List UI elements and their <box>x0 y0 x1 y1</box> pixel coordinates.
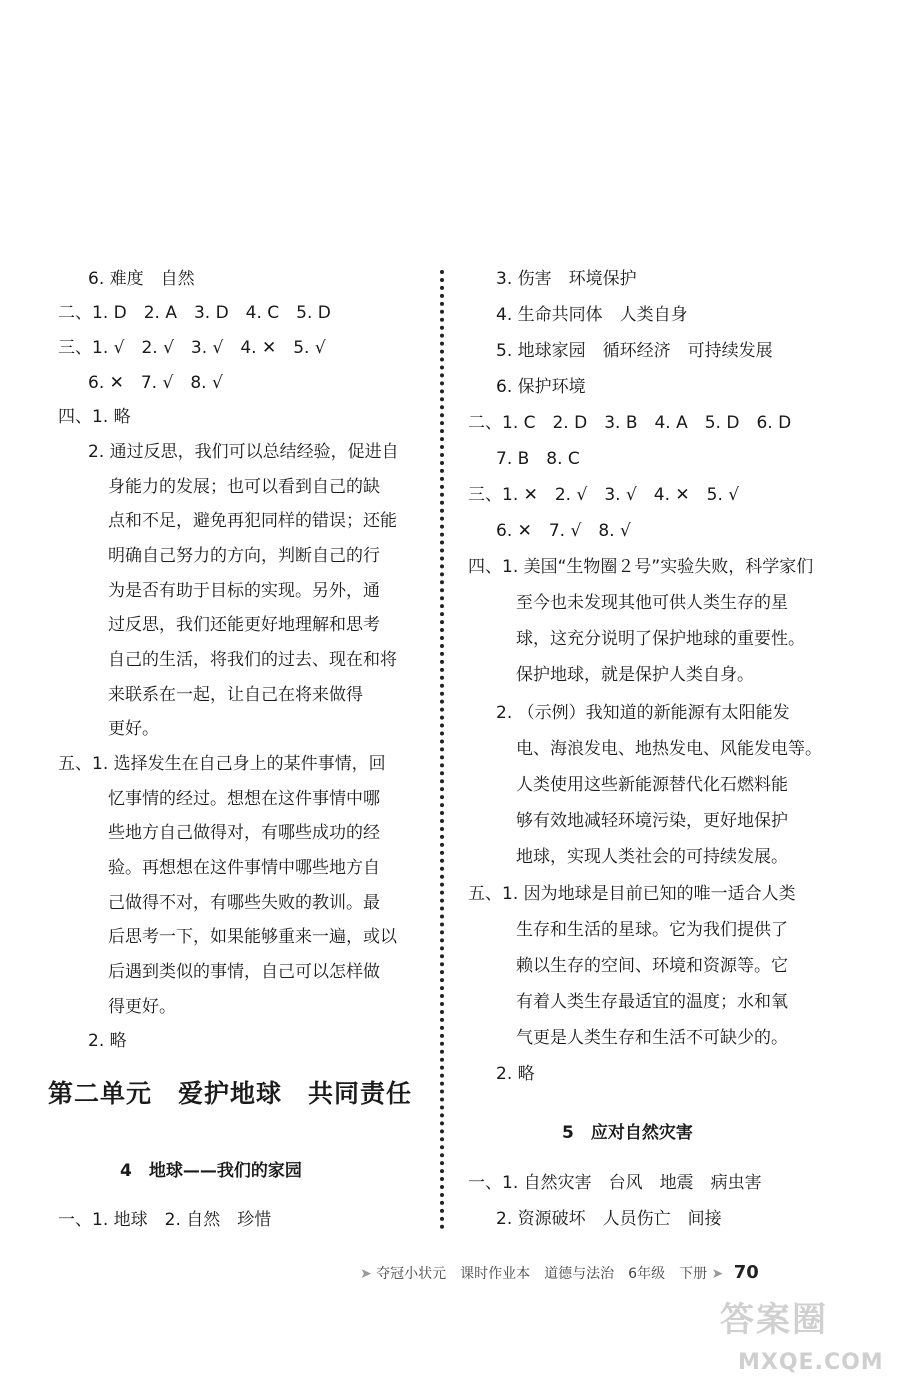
arrow-icon: ➤ <box>360 1266 372 1282</box>
answer-line: 6. 保护环境 <box>496 377 586 397</box>
answer-line: 二、1. D 2. A 3. D 4. C 5. D <box>58 303 331 323</box>
answer-line: 2. 通过反思，我们可以总结经验，促进自 <box>88 442 399 462</box>
answer-line: 五、1. 因为地球是目前已知的唯一适合人类 <box>468 884 796 904</box>
answer-line: 球，这充分说明了保护地球的重要性。 <box>516 629 805 649</box>
answer-line: 2. （示例）我知道的新能源有太阳能发 <box>496 703 790 723</box>
answer-line: 2. 略 <box>496 1064 535 1084</box>
answer-line: 些地方自己做得对，有哪些成功的经 <box>108 823 380 843</box>
answer-line: 五、1. 选择发生在自己身上的某件事情，回 <box>58 754 386 774</box>
answer-line: 地球，实现人类社会的可持续发展。 <box>516 847 788 867</box>
answer-line: 至今也未发现其他可供人类生存的星 <box>516 593 788 613</box>
column-divider <box>440 270 444 1230</box>
watermark-logo: 答案圈 <box>720 1300 828 1340</box>
unit-title: 第二单元 爱护地球 共同责任 <box>48 1079 413 1108</box>
answer-line: 2. 略 <box>88 1031 127 1051</box>
answer-line: 来联系在一起，让自己在将来做得 <box>108 685 363 705</box>
answer-line: 为是否有助于目标的实现。另外，通 <box>108 581 380 601</box>
answer-line: 气更是人类生存和生活不可缺少的。 <box>516 1028 788 1048</box>
answer-line: 有着人类生存最适宜的温度；水和氧 <box>516 992 788 1012</box>
answer-line: 6. ✕ 7. √ 8. √ <box>88 373 223 393</box>
answer-line: 6. ✕ 7. √ 8. √ <box>496 521 631 541</box>
answer-line: 5. 地球家园 循环经济 可持续发展 <box>496 341 773 361</box>
answer-line: 生存和生活的星球。它为我们提供了 <box>516 920 788 940</box>
arrow-icon: ➤ <box>711 1266 724 1282</box>
answer-line: 忆事情的经过。想想在这件事情中哪 <box>108 789 380 809</box>
answer-line: 2. 资源破坏 人员伤亡 间接 <box>496 1209 722 1229</box>
answer-line: 得更好。 <box>108 997 176 1017</box>
lesson-title: 4 地球——我们的家园 <box>120 1161 302 1181</box>
answer-line: 人类使用这些新能源替代化石燃料能 <box>516 775 788 795</box>
answer-line: 三、1. √ 2. √ 3. √ 4. ✕ 5. √ <box>58 338 326 358</box>
answer-line: 一、1. 自然灾害 台风 地震 病虫害 <box>468 1173 762 1193</box>
answer-line: 明确自己努力的方向，判断自己的行 <box>108 546 380 566</box>
answer-line: 验。再想想在这件事情中哪些地方自 <box>108 858 380 878</box>
page-footer <box>360 1262 759 1283</box>
answer-line: 过反思，我们还能更好地理解和思考 <box>108 615 380 635</box>
answer-line: 一、1. 地球 2. 自然 珍惜 <box>58 1210 272 1230</box>
answer-line: 后遇到类似的事情，自己可以怎样做 <box>108 962 380 982</box>
answer-line: 4. 生命共同体 人类自身 <box>496 305 688 325</box>
answer-line: 保护地球，就是保护人类自身。 <box>516 665 754 685</box>
answer-line: 够有效地减轻环境污染，更好地保护 <box>516 811 788 831</box>
answer-line: 己做得不对，有哪些失败的教训。最 <box>108 893 380 913</box>
answer-line: 更好。 <box>108 719 159 739</box>
lesson-title: 5 应对自然灾害 <box>562 1123 693 1143</box>
page-number: 70 <box>733 1262 759 1283</box>
answer-line: 自己的生活，将我们的过去、现在和将 <box>108 650 397 670</box>
answer-line: 三、1. ✕ 2. √ 3. √ 4. ✕ 5. √ <box>468 485 740 505</box>
answer-line: 3. 伤害 环境保护 <box>496 269 637 289</box>
answer-line: 后思考一下，如果能够重来一遍，或以 <box>108 927 397 947</box>
watermark-url: MXQE.COM <box>738 1350 884 1375</box>
answer-line: 赖以生存的空间、环境和资源等。它 <box>516 956 788 976</box>
answer-line: 二、1. C 2. D 3. B 4. A 5. D 6. D <box>468 413 792 433</box>
answer-line: 点和不足，避免再犯同样的错误；还能 <box>108 511 397 531</box>
answer-line: 四、1. 美国“生物圈２号”实验失败，科学家们 <box>468 557 814 577</box>
answer-line: 身能力的发展；也可以看到自己的缺 <box>108 477 380 497</box>
book-title: 夺冠小状元 课时作业本 道德与法治 6年级 下册 <box>376 1266 708 1282</box>
answer-line: 6. 难度 自然 <box>88 269 195 289</box>
answer-line: 7. B 8. C <box>496 449 580 469</box>
answer-line: 四、1. 略 <box>58 407 131 427</box>
answer-line: 电、海浪发电、地热发电、风能发电等。 <box>516 739 822 759</box>
